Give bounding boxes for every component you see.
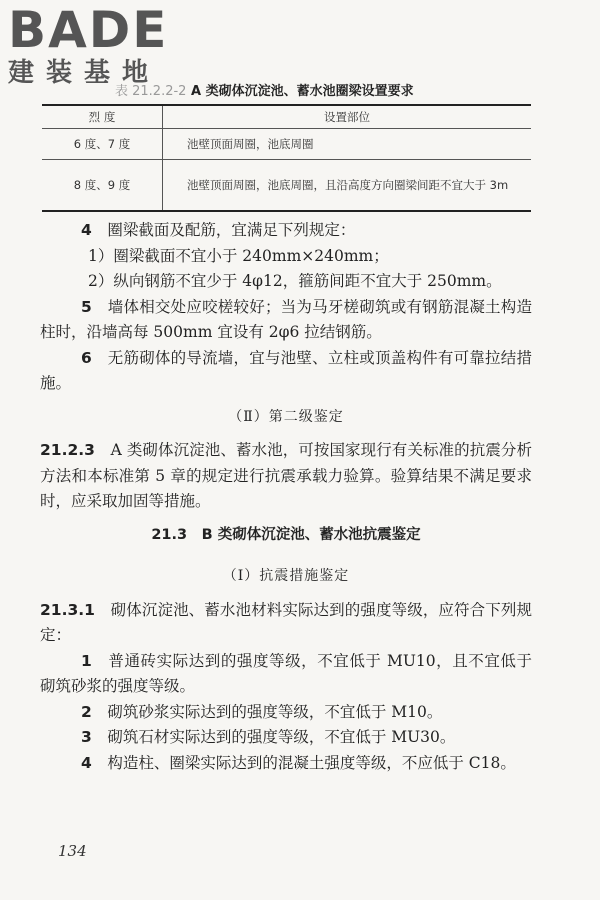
cell-location: 池壁顶面周圈，池底周圈，且沿高度方向圈梁间距不宜大于 3m	[163, 160, 532, 212]
item-number: 4	[81, 753, 92, 772]
clause-text: A 类砌体沉淀池、蓄水池，可按国家现行有关标准的抗震分析方法和本标准第 5 章的规定进行抗震承载力验算。验算结果不满足要求时，应采取加固等措施。	[40, 441, 532, 510]
logo-wordmark: BADE	[8, 1, 169, 59]
sub-item-2: 2）纵向钢筋不宜少于 4φ12，箍筋间距不宜大于 250mm。	[88, 272, 502, 290]
list-item	[40, 649, 532, 700]
document-body	[40, 218, 532, 776]
table-title: A 类砌体沉淀池、蓄水池圈梁设置要求	[190, 84, 414, 99]
item-text: 普通砖实际达到的强度等级，不宜低于 MU10，且不宜低于砌筑砂浆的强度等级。	[40, 651, 532, 695]
item-number: 3	[81, 728, 92, 746]
item-number: 2	[81, 702, 92, 721]
item-6	[40, 346, 532, 397]
item-number: 1	[81, 651, 92, 670]
item-text: 构造柱、圈梁实际达到的混凝土强度等级，不应低于 C18。	[107, 753, 516, 772]
header-location: 设置部位	[163, 105, 532, 129]
item-number: 6	[81, 348, 92, 367]
clause-21-3-1	[40, 598, 532, 649]
clause-number: 21.3.1	[40, 600, 95, 619]
table-caption	[115, 80, 555, 99]
table-row	[42, 129, 531, 160]
clause-text: 砌体沉淀池、蓄水池材料实际达到的强度等级，应符合下列规定：	[40, 600, 532, 644]
item-number: 4	[81, 221, 92, 239]
requirements-table	[42, 104, 531, 212]
page-number: 134	[58, 842, 87, 860]
item-4	[40, 218, 532, 244]
item-text: 圈梁截面及配筋，宜满足下列规定：	[107, 221, 356, 239]
clause-number: 21.2.3	[40, 441, 95, 459]
table-header-row	[42, 105, 531, 129]
item-text: 无筋砌体的导流墙，宜与池壁、立柱或顶盖构件有可靠拉结措施。	[40, 348, 532, 392]
item-text: 砌筑砂浆实际达到的强度等级，不宜低于 M10。	[107, 702, 443, 721]
sub-item-1: 1）圈梁截面不宜小于 240mm×240mm；	[88, 246, 389, 265]
list-item	[40, 751, 532, 777]
item-5	[40, 295, 532, 346]
item-number: 5	[81, 297, 92, 316]
section-heading-II: （Ⅱ）第二级鉴定	[228, 408, 344, 425]
clause-21-2-3	[40, 438, 532, 515]
cell-intensity: 8 度、9 度	[42, 160, 163, 212]
cell-intensity: 6 度、7 度	[42, 129, 163, 160]
cell-location: 池壁顶面周圈，池底周圈	[163, 129, 532, 160]
table-row	[42, 160, 531, 212]
item-text: 砌筑石材实际达到的强度等级，不宜低于 MU30。	[107, 728, 456, 746]
list-item	[40, 725, 532, 751]
section-heading-I: （Ⅰ）抗震措施鉴定	[222, 568, 350, 584]
list-item	[40, 700, 532, 726]
section-heading-21-3: 21.3 B 类砌体沉淀池、蓄水池抗震鉴定	[151, 526, 421, 543]
logo-subtitle: 建装基地	[8, 58, 161, 88]
header-intensity: 烈 度	[42, 105, 163, 129]
item-text: 墙体相交处应咬槎较好；当为马牙槎砌筑或有钢筋混凝土构造柱时，沿墙高每 500mm 宜设有 2φ6 拉结钢筋。	[40, 297, 532, 341]
site-logo	[8, 1, 178, 88]
table-number: 表 21.2.2-2	[115, 84, 187, 99]
